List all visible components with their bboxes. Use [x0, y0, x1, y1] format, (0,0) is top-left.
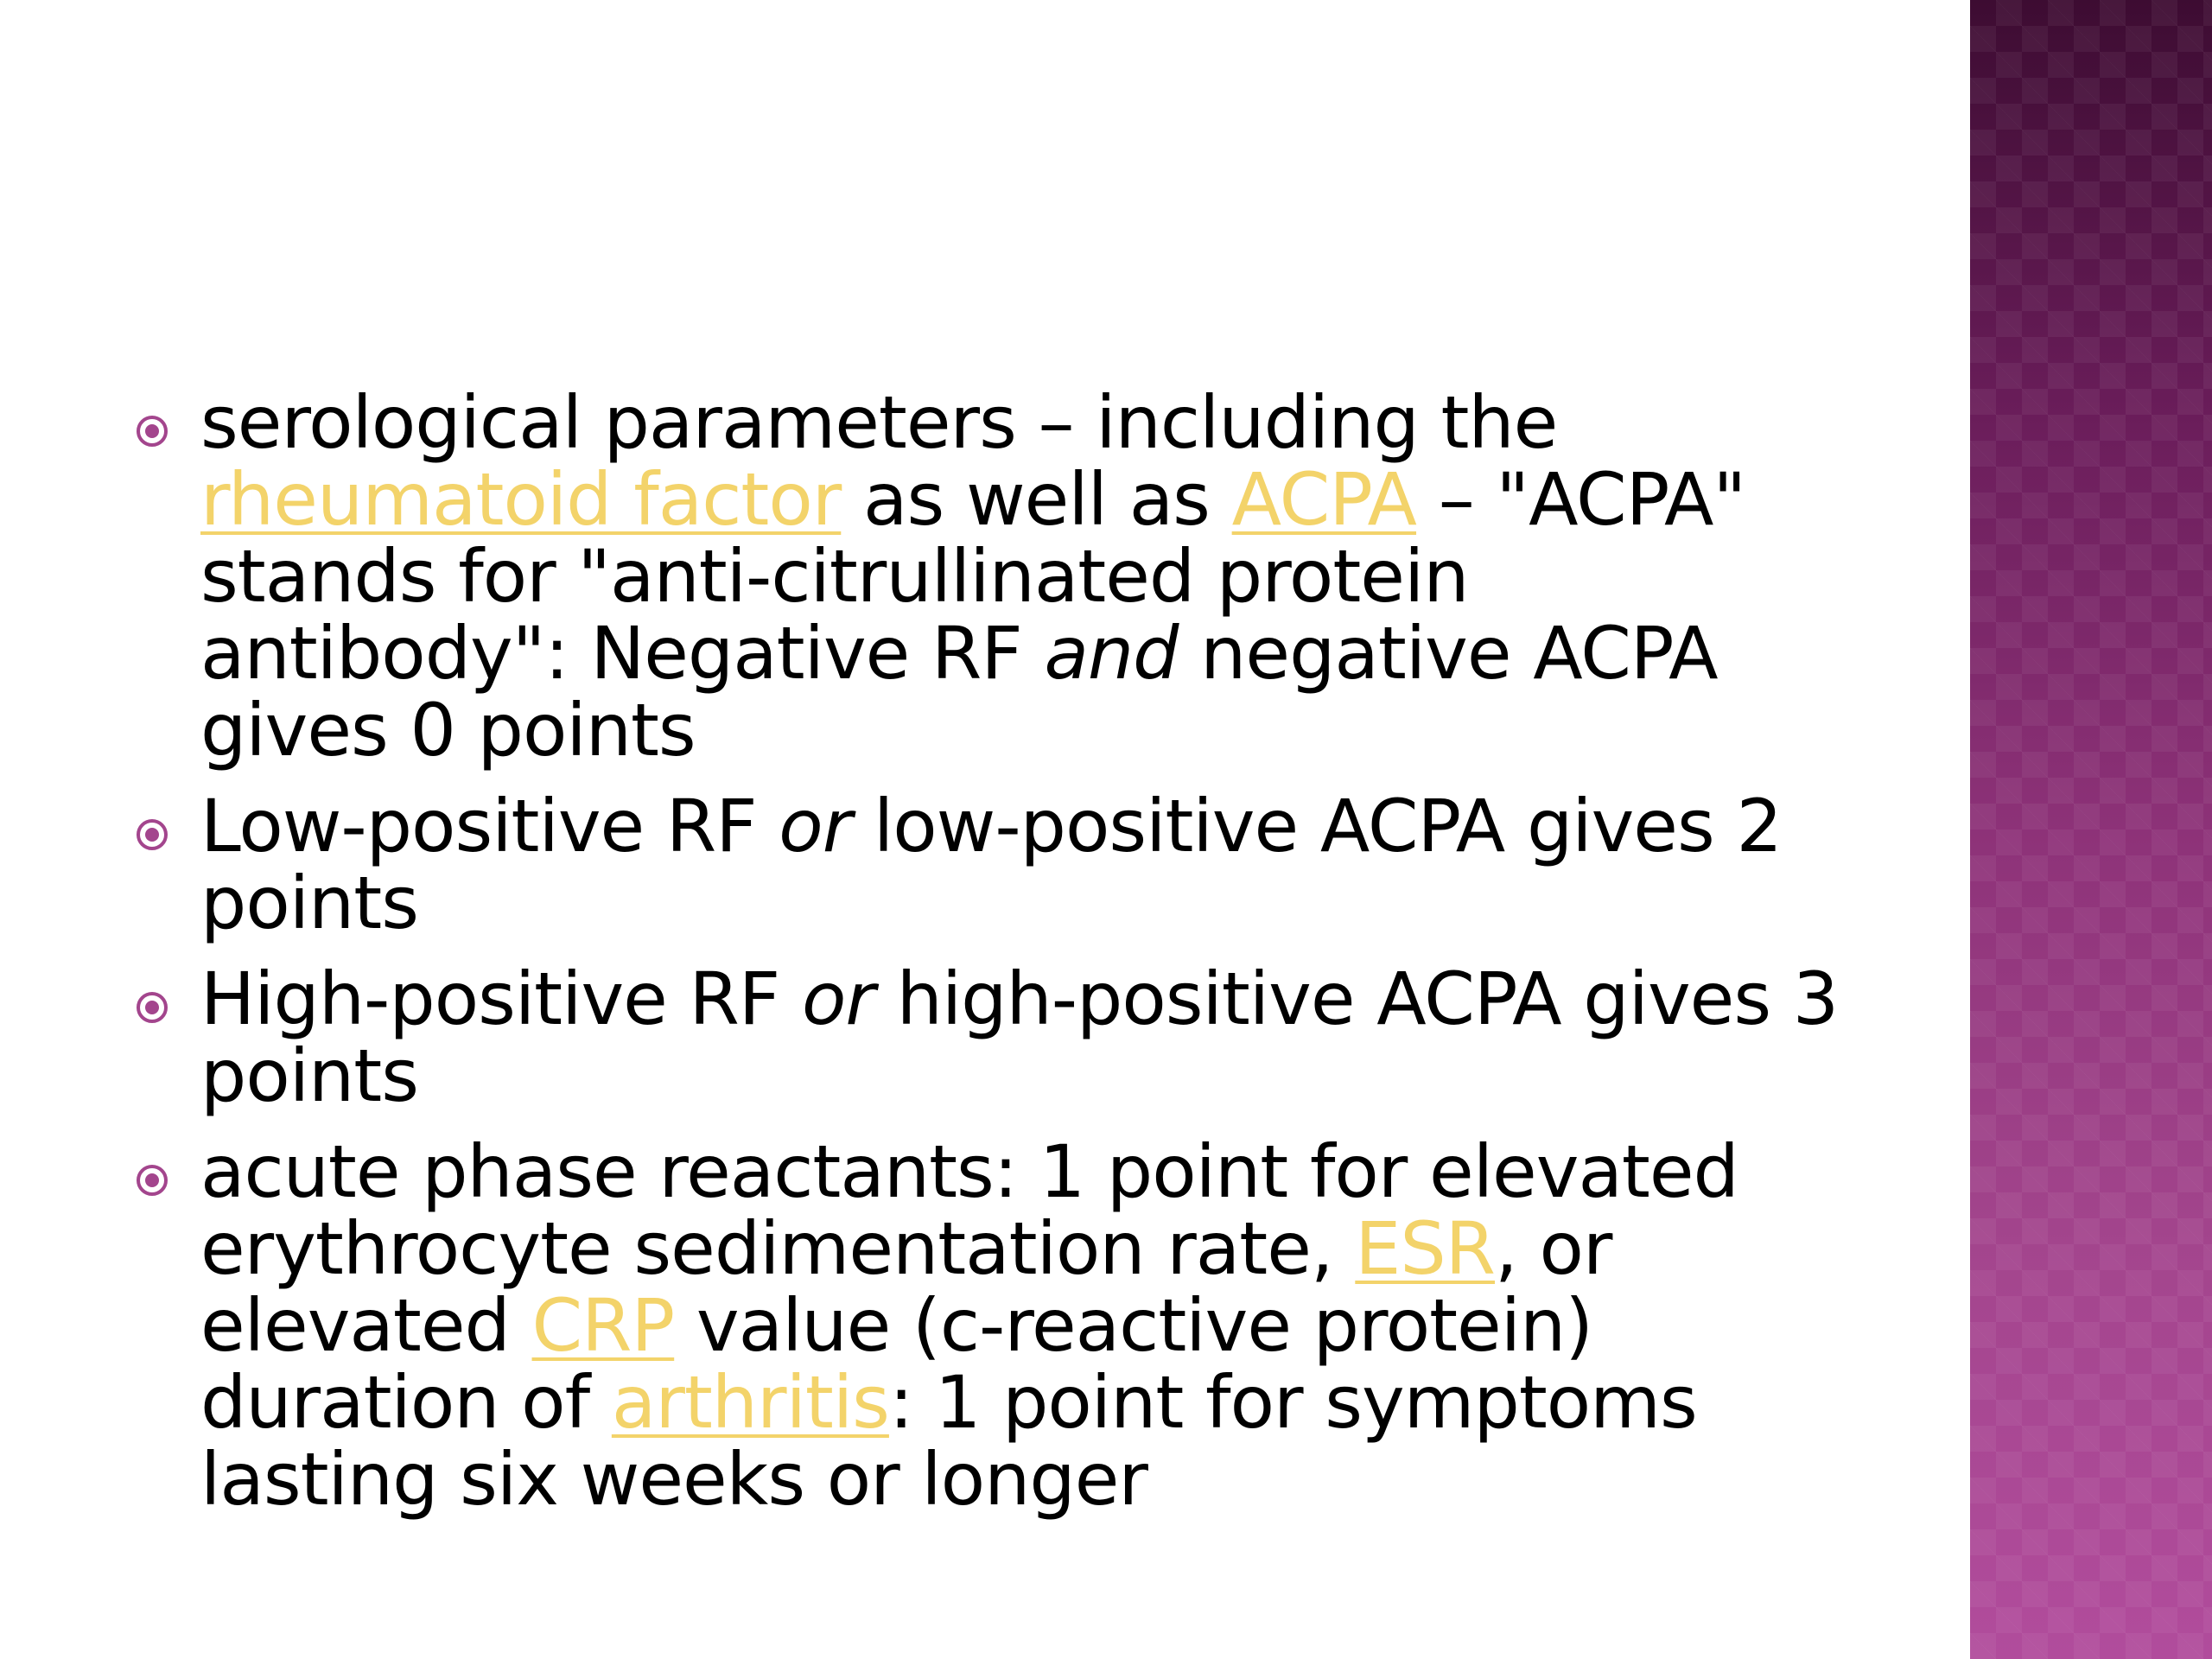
- bullet-list: [130, 380, 1858, 1522]
- bullet-text: high-positive ACPA gives 3 points: [200, 957, 1839, 1118]
- bullet-item-low-positive: [130, 784, 1858, 945]
- bullet-text: Low-positive RF: [200, 784, 779, 868]
- circled-dot-icon: [135, 1163, 169, 1198]
- circled-dot-icon: [135, 817, 169, 852]
- bullet-text: – "ACPA" stands for "anti-citrullinated protein antibody": Negative RF: [200, 457, 1746, 696]
- circled-dot-icon: [135, 990, 169, 1025]
- emphasis-text: or: [801, 957, 874, 1041]
- bullet-item-serological-parameters: [130, 380, 1858, 772]
- decorative-side-band: [1970, 0, 2212, 1659]
- bullet-text: value (c-reactive protein) duration of: [200, 1283, 1593, 1445]
- esr-link[interactable]: ESR: [1355, 1206, 1496, 1291]
- emphasis-text: or: [779, 784, 852, 868]
- bullet-text: acute phase reactants: 1 point for elevated erythrocyte sedimentation rate,: [200, 1129, 1738, 1291]
- bullet-text: , or elevated: [200, 1206, 1612, 1368]
- rheumatoid-factor-link[interactable]: rheumatoid factor: [200, 457, 842, 542]
- acpa-link[interactable]: ACPA: [1231, 457, 1417, 542]
- bullet-text: : 1 point for symptoms lasting six weeks or longer: [200, 1360, 1697, 1522]
- bullet-text: negative ACPA gives 0 points: [200, 611, 1718, 772]
- bullet-text: serological parameters – including the: [200, 380, 1558, 465]
- bullet-item-high-positive: [130, 957, 1858, 1118]
- bullet-item-acute-phase-reactants: [130, 1129, 1858, 1522]
- arthritis-link[interactable]: arthritis: [611, 1360, 889, 1445]
- emphasis-text: and: [1044, 611, 1179, 696]
- circled-dot-icon: [135, 414, 169, 448]
- slide-content: [130, 380, 1858, 1537]
- crp-link[interactable]: CRP: [531, 1283, 675, 1368]
- bullet-text: low-positive ACPA gives 2 points: [200, 784, 1782, 945]
- bullet-text: High-positive RF: [200, 957, 802, 1041]
- bullet-text: as well as: [841, 457, 1232, 542]
